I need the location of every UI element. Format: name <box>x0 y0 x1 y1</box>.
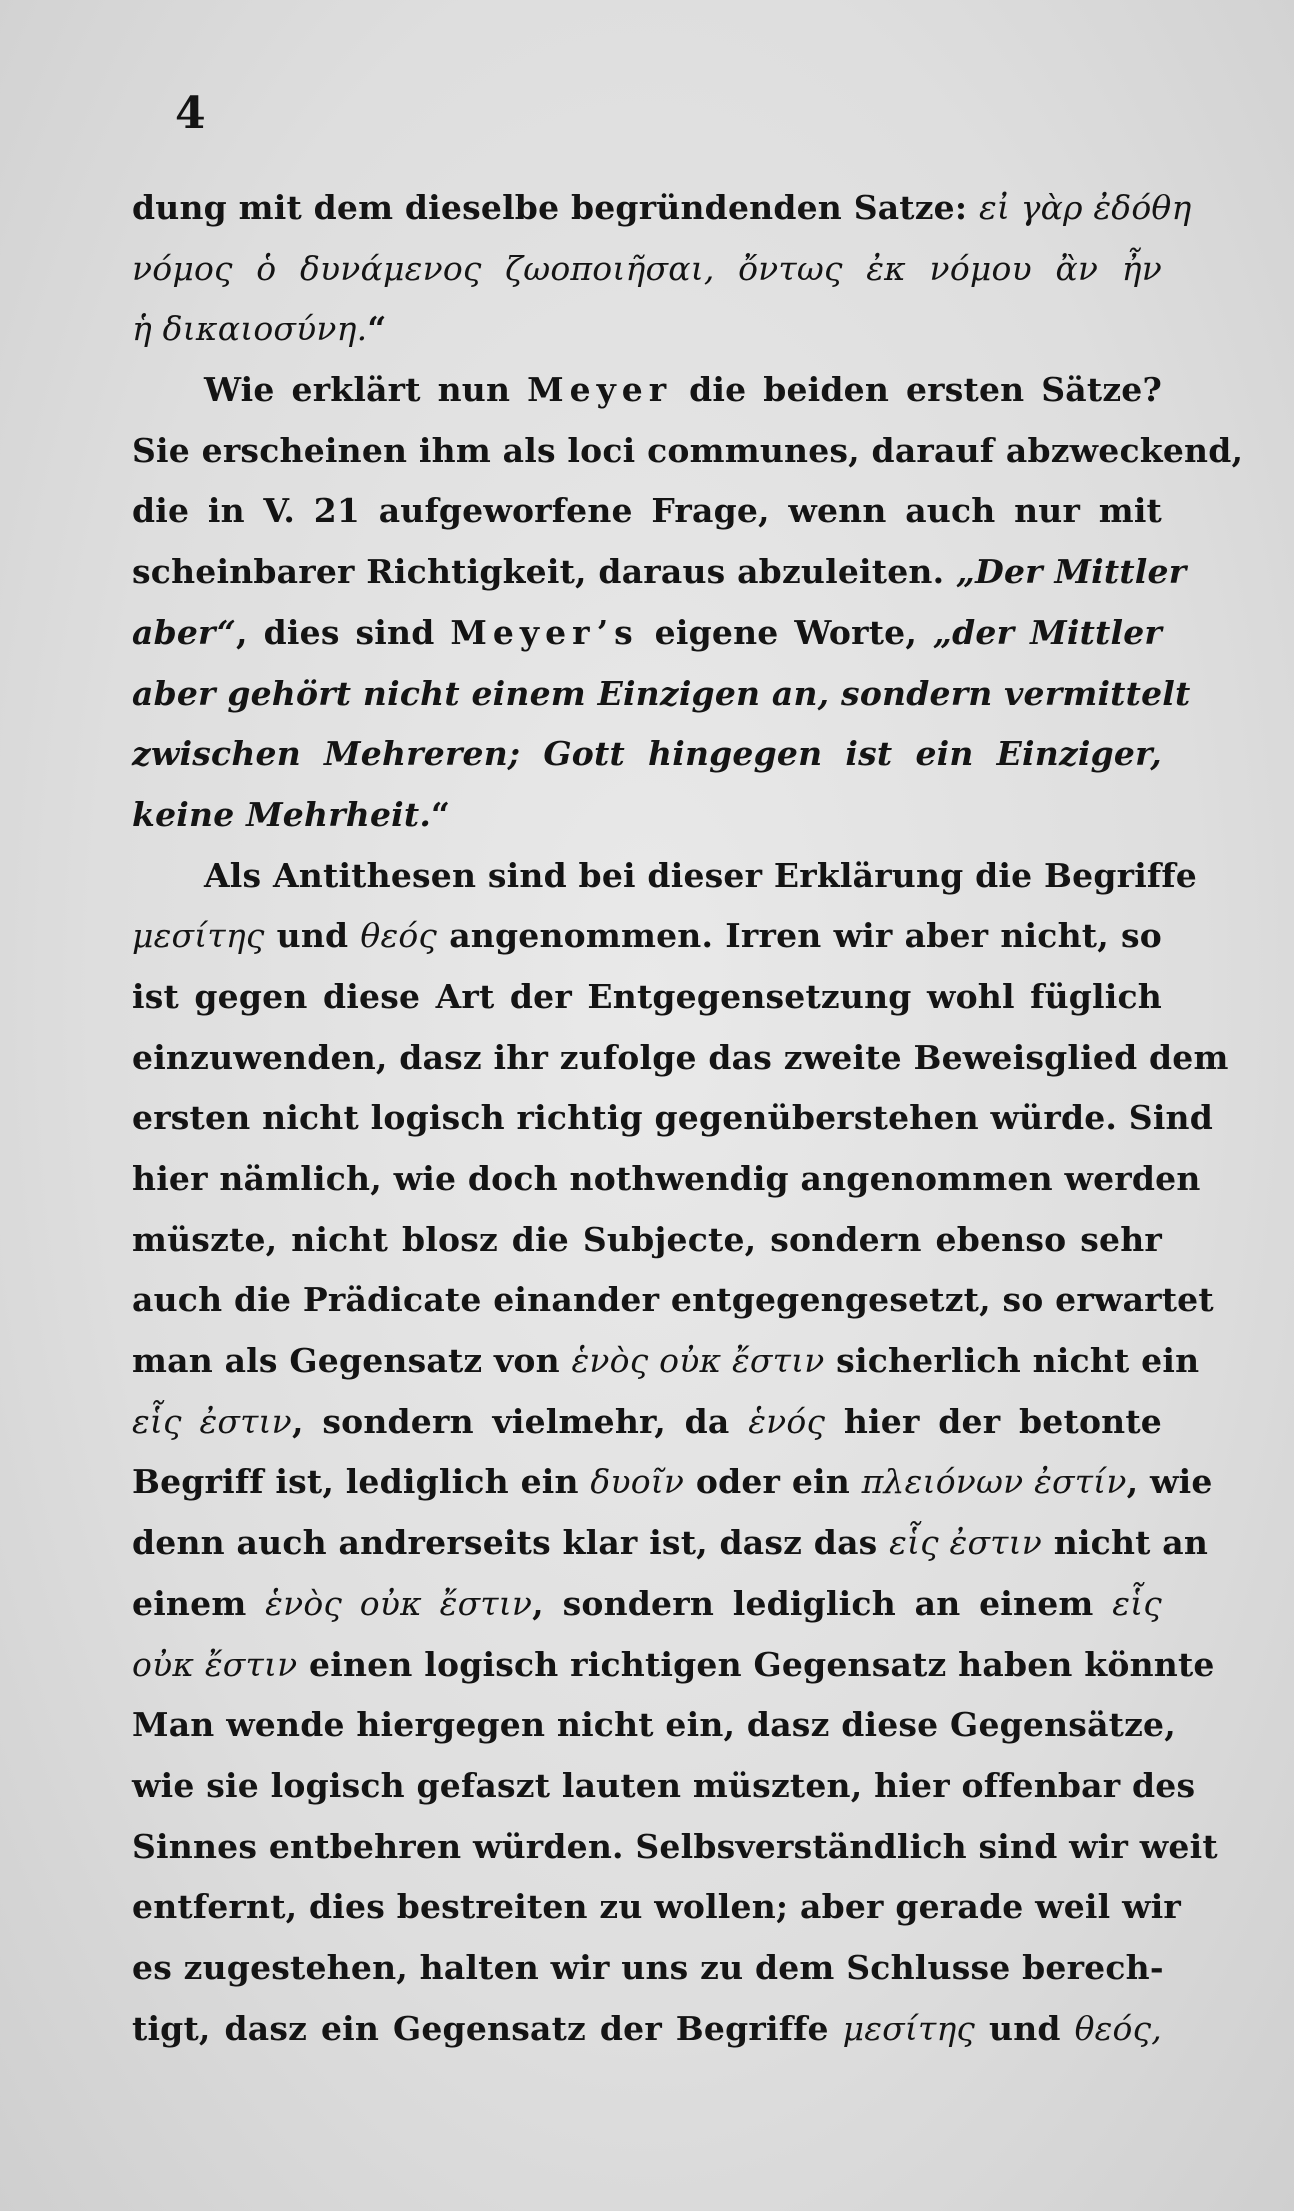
text-line: Begriff ist, lediglich ein δυοῖν oder ein πλειόνων ἐστίν, wie <box>132 1462 1213 1502</box>
text-line: hier nämlich, wie doch nothwendig angenommen werden <box>132 1159 1201 1198</box>
text-line: einzuwenden, dasz ihr zufolge das zweite Beweisglied dem <box>132 1037 1229 1077</box>
greek-text: εἷς <box>1112 1583 1162 1623</box>
text-line: aber“, dies sind Meyer’s eigene Worte, „der Mittler <box>132 612 1162 652</box>
greek-text: ἑνός <box>748 1401 826 1441</box>
text-line: keine Mehrheit.“ <box>132 794 451 834</box>
greek-text: εἷς ἐστιν <box>889 1523 1043 1563</box>
greek-text: δυοῖν <box>590 1462 685 1502</box>
text-line: Man wende hiergegen nicht ein, dasz diese Gegensätze, <box>132 1705 1176 1745</box>
quote-text: keine Mehrheit. <box>132 794 432 834</box>
text-line: denn auch andrerseits klar ist, dasz das εἷς ἐστιν nicht an <box>132 1523 1209 1563</box>
text-line: οὐκ ἔστιν einen logisch richtigen Gegensatz haben könnte <box>132 1644 1215 1684</box>
text-line: ἡ δικαιοσύνη.“ <box>132 309 387 349</box>
greek-text: θεός <box>360 916 438 956</box>
text-line: dung mit dem dieselbe begründenden Satze: εἰ γὰρ ἐδόθη <box>132 188 1192 227</box>
greek-text: νόμος ὁ δυνάμενος ζωοποιῆσαι, ὄντως ἐκ νόμου ἂν ἦν <box>132 248 1162 288</box>
quote-text: „Der Mittler <box>955 552 1187 592</box>
greek-text: ἑνὸς οὐκ ἔστιν <box>265 1583 533 1623</box>
greek-text: μεσίτης <box>842 2008 976 2048</box>
text-line: Wie erklärt nun Meyer die beiden ersten Sätze? <box>204 370 1162 410</box>
author-name: Meyer’s <box>450 612 639 652</box>
quote-text: aber“ <box>132 612 237 652</box>
greek-text: μεσίτης <box>132 916 265 956</box>
greek-text: ἡ δικαιοσύνη. <box>132 309 368 349</box>
greek-text: ἑνὸς οὐκ ἔστιν <box>571 1341 825 1381</box>
text-line <box>132 664 1191 725</box>
text-line <box>132 724 1162 785</box>
text-line: Sinnes entbehren würden. Selbsverständlich sind wir weit <box>132 1826 1218 1866</box>
text-line: die in V. 21 aufgeworfene Frage, wenn auch nur mit <box>132 491 1162 531</box>
text-line: wie sie logisch gefaszt lauten müszten, hier offenbar des <box>132 1765 1196 1805</box>
text-line: Als Antithesen sind bei dieser Erklärung die Begriffe <box>204 855 1197 895</box>
greek-text: εἷς ἐστιν <box>132 1401 292 1441</box>
text-line <box>132 239 1162 300</box>
quote-text: „der Mittler <box>932 612 1162 652</box>
greek-text: πλειόνων ἐστίν <box>861 1462 1127 1502</box>
greek-text: οὐκ ἔστιν <box>132 1644 298 1684</box>
text-line: ersten nicht logisch richtig gegenüberstehen würde. Sind <box>132 1098 1214 1138</box>
page-number: 4 <box>175 88 206 139</box>
page-body <box>132 178 1244 2059</box>
quote-text: aber gehört nicht einem Einzigen an, sondern vermittelt <box>132 673 1191 713</box>
text-line: Sie erscheinen ihm als loci communes, darauf abzweckend, <box>132 430 1244 470</box>
greek-text: εἰ γὰρ ἐδόθη <box>978 188 1192 227</box>
text-line: entfernt, dies bestreiten zu wollen; aber gerade weil wir <box>132 1887 1182 1927</box>
text-line: es zugestehen, halten wir uns zu dem Schlusse berech- <box>132 1947 1164 1987</box>
author-name: Meyer <box>527 370 673 410</box>
text-line: ist gegen diese Art der Entgegensetzung wohl füglich <box>132 976 1162 1016</box>
text-line: müszte, nicht blosz die Subjecte, sondern ebenso sehr <box>132 1219 1162 1259</box>
text-line: scheinbarer Richtigkeit, daraus abzuleiten. „Der Mittler <box>132 552 1187 592</box>
quote-text: zwischen Mehreren; Gott hingegen ist ein Einziger, <box>132 734 1162 774</box>
text-line: einem ἑνὸς οὐκ ἔστιν, sondern lediglich an einem εἷς <box>132 1583 1162 1623</box>
text-line: εἷς ἐστιν, sondern vielmehr, da ἑνός hier der betonte <box>132 1401 1162 1441</box>
text-line: auch die Prädicate einander entgegengesetzt, so erwartet <box>132 1280 1214 1320</box>
text-line: μεσίτης und θεός angenommen. Irren wir aber nicht, so <box>132 916 1162 956</box>
text-line: man als Gegensatz von ἑνὸς οὐκ ἔστιν sicherlich nicht ein <box>132 1341 1200 1381</box>
text-line: tigt, dasz ein Gegensatz der Begriffe μεσίτης und θεός, <box>132 2008 1162 2048</box>
greek-text: θεός, <box>1074 2008 1162 2048</box>
